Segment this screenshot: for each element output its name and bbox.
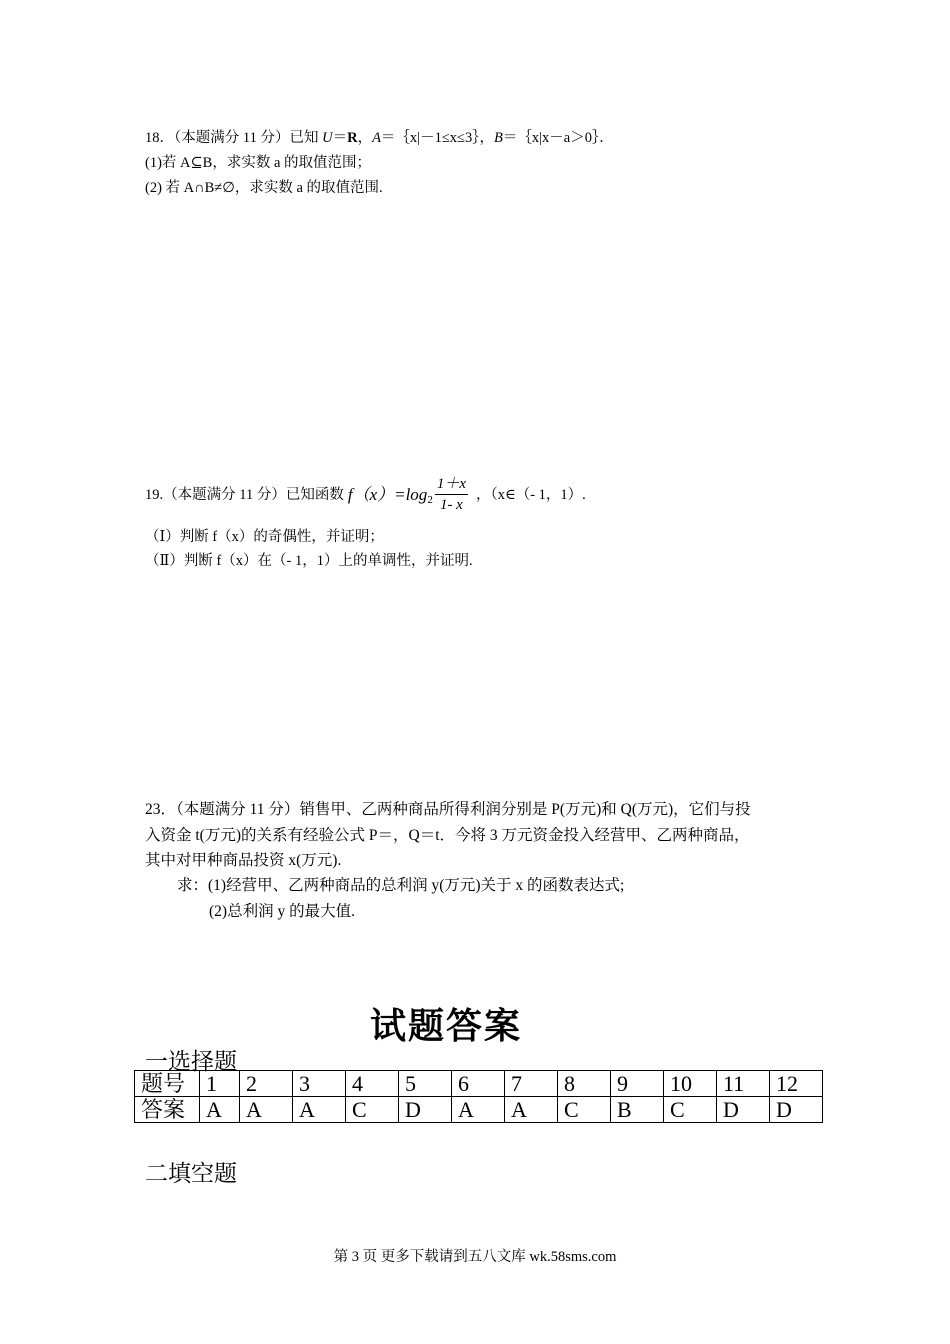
q18-part1: (1)若 A⊆B，求实数 a 的取值范围； bbox=[145, 155, 372, 171]
page-footer: 第 3 页 更多下载请到五八文库 wk.58sms.com bbox=[333, 1249, 617, 1265]
table-cell: C bbox=[558, 1097, 611, 1123]
table-row bbox=[135, 1097, 823, 1123]
q23-ask2: (2)总利润 y 的最大值. bbox=[209, 903, 355, 920]
table-cell: C bbox=[346, 1097, 399, 1123]
function-lhs: f（x）=log bbox=[347, 484, 428, 504]
table-row bbox=[135, 1071, 823, 1097]
q23-line3: 其中对甲种商品投资 x(万元). bbox=[145, 852, 342, 869]
fraction-numerator: 1＋x bbox=[435, 474, 468, 495]
table-cell: 4 bbox=[346, 1071, 399, 1097]
table-cell: D bbox=[399, 1097, 452, 1123]
table-cell: A bbox=[240, 1097, 293, 1123]
log-base: 2 bbox=[427, 493, 433, 506]
row-header-answer: 答案 bbox=[135, 1097, 200, 1123]
table-cell: B bbox=[611, 1097, 664, 1123]
q18-stem: 18．（本题满分 11 分）已知 U＝R，A＝｛x|－1≤x≤3｝，B＝｛x|x－a＞0｝． bbox=[145, 130, 614, 146]
table-cell: 6 bbox=[452, 1071, 505, 1097]
q19-stem: 19. （本题满分 11 分） 已知函数 f（x）=log $_2$ $\frac{1+x}{1- x}$ ，（x∈（- 1，1）. bbox=[145, 476, 586, 513]
fraction-denominator: 1- x bbox=[439, 497, 463, 513]
table-cell: 10 bbox=[664, 1071, 717, 1097]
q19-part2: （Ⅱ）判断 f（x）在（- 1，1）上的单调性，并证明. bbox=[145, 553, 473, 569]
row-header-number: 题号 bbox=[135, 1071, 200, 1097]
section-choice: 一选择题 bbox=[145, 1049, 237, 1074]
table-cell: 1 bbox=[200, 1071, 240, 1097]
table-cell: D bbox=[717, 1097, 770, 1123]
q19-part1: （Ⅰ）判断 f（x）的奇偶性，并证明； bbox=[145, 529, 384, 545]
table-cell: 2 bbox=[240, 1071, 293, 1097]
q23-ask1: 求：(1)经营甲、乙两种商品的总利润 y(万元)关于 x 的函数表达式; bbox=[177, 877, 625, 894]
table-cell: A bbox=[200, 1097, 240, 1123]
q18-part2: (2) 若 A∩B≠∅，求实数 a 的取值范围. bbox=[145, 180, 383, 196]
log-fraction bbox=[435, 474, 468, 515]
table-cell: C bbox=[664, 1097, 717, 1123]
table-cell: 3 bbox=[293, 1071, 346, 1097]
answer-table bbox=[134, 1070, 823, 1123]
table-cell: 12 bbox=[770, 1071, 823, 1097]
table-cell: 7 bbox=[505, 1071, 558, 1097]
table-cell: 5 bbox=[399, 1071, 452, 1097]
table-cell: A bbox=[293, 1097, 346, 1123]
table-cell: 11 bbox=[717, 1071, 770, 1097]
q23-line1: 23．（本题满分 11 分）销售甲、乙两种商品所得利润分别是 P(万元)和 Q(万元)，它们与投 bbox=[145, 801, 751, 818]
table-cell: D bbox=[770, 1097, 823, 1123]
q23-line2: 入资金 t(万元)的关系有经验公式 P＝，Q＝t．今将 3 万元资金投入经营甲、乙两种商品， bbox=[145, 827, 750, 844]
function-domain: ，（x∈（- 1，1）. bbox=[475, 486, 586, 503]
table-cell: A bbox=[505, 1097, 558, 1123]
answers-title: 试题答案 bbox=[370, 1006, 523, 1046]
table-cell: A bbox=[452, 1097, 505, 1123]
section-fill-blank: 二填空题 bbox=[145, 1161, 237, 1186]
table-cell: 8 bbox=[558, 1071, 611, 1097]
table-cell: 9 bbox=[611, 1071, 664, 1097]
